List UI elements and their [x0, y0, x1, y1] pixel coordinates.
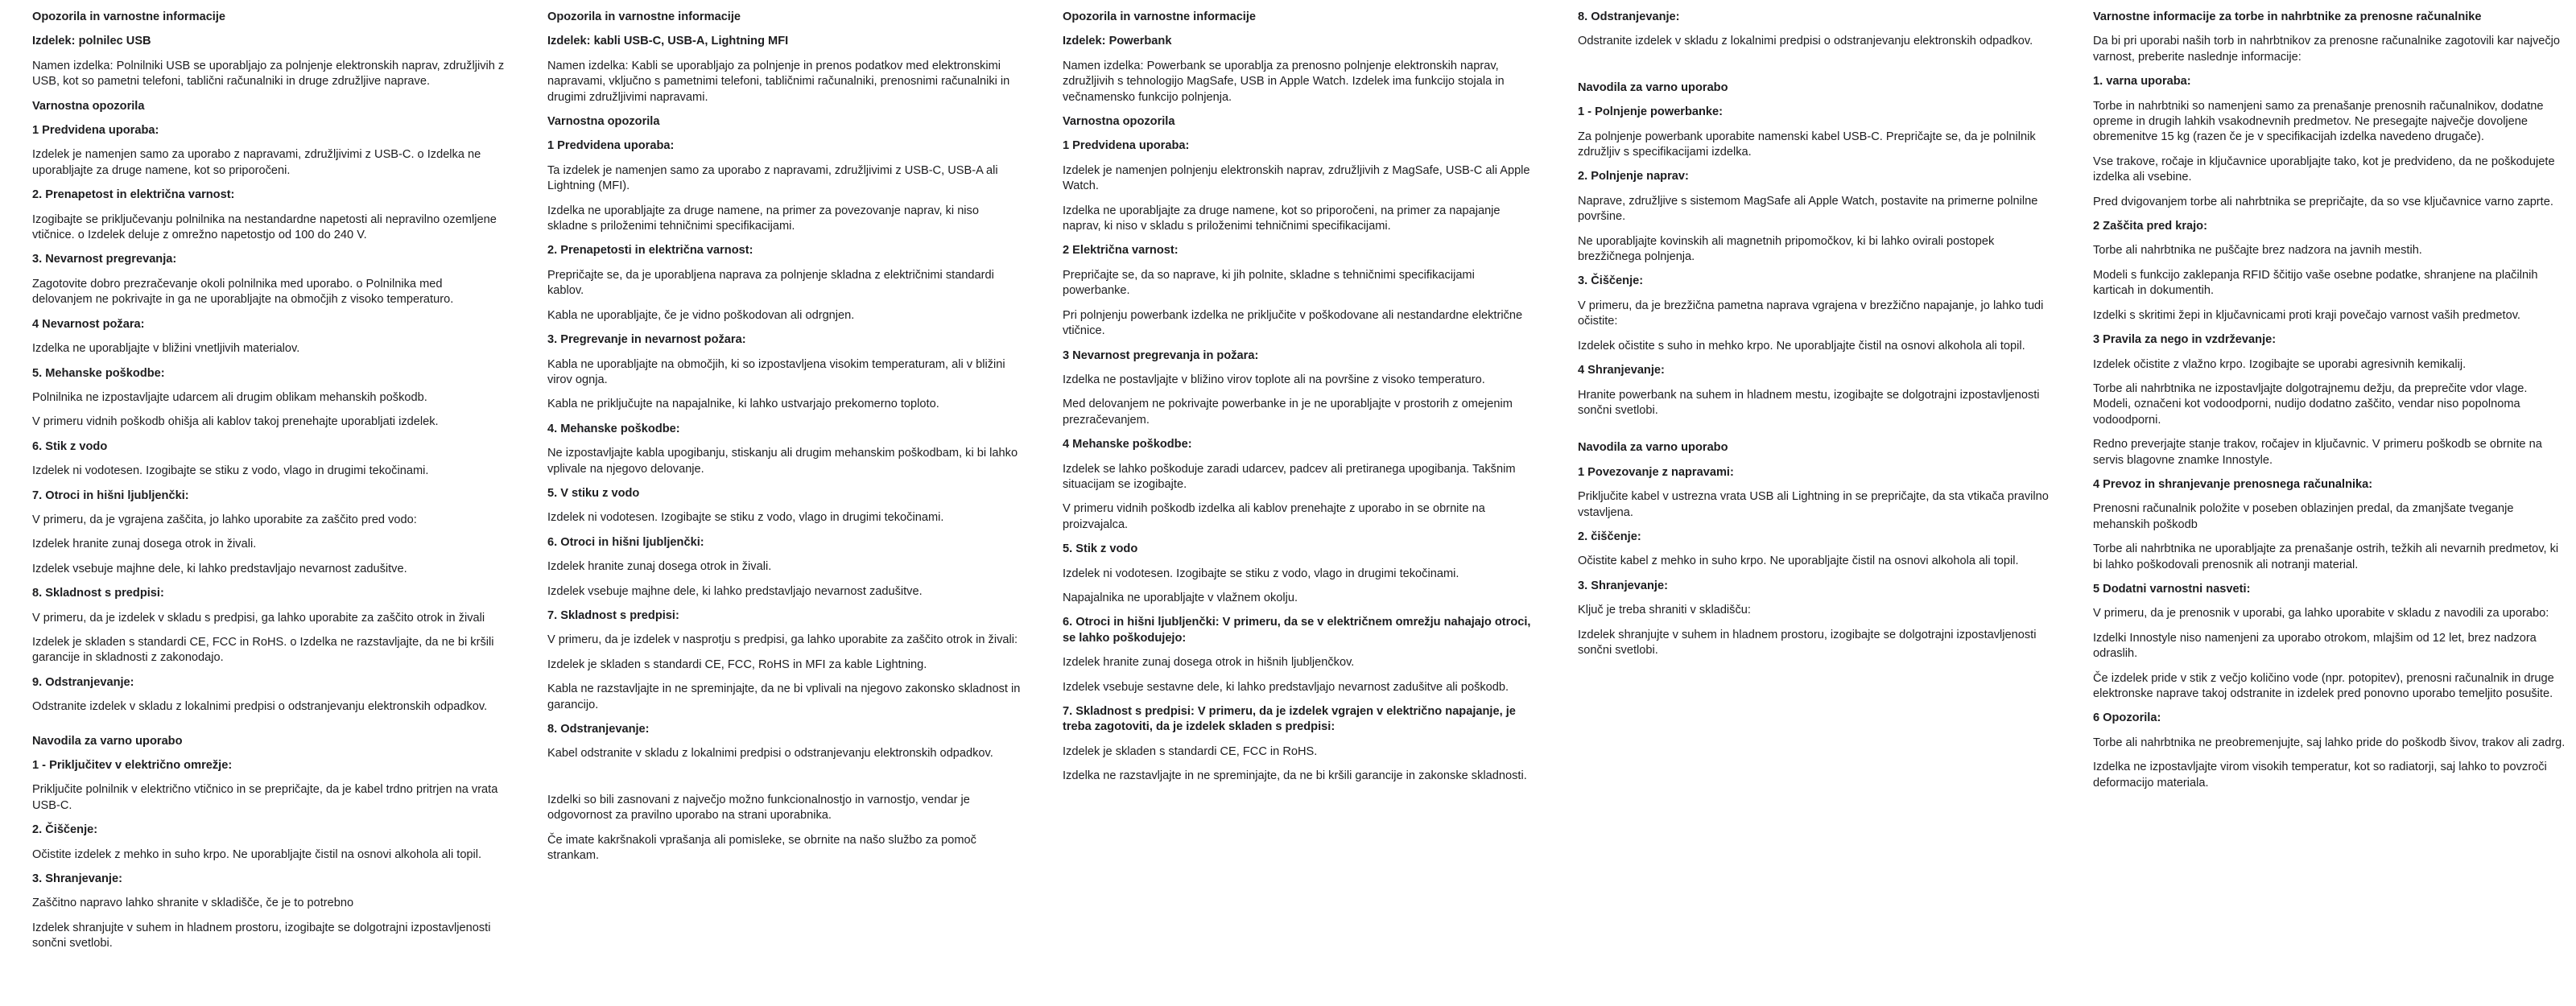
paragraph: Prepričajte se, da so naprave, ki jih polnite, skladne s tehničnimi specifikacijami powerbanke.: [1063, 268, 1475, 298]
section-heading: 3 Nevarnost pregrevanja in požara:: [1063, 348, 1259, 362]
paragraph: Ključ je treba shraniti v skladišču:: [1578, 604, 1751, 617]
section-heading: 6 Opozorila:: [2093, 711, 2161, 725]
section-heading: Izdelek: kabli USB-C, USB-A, Lightning MFI: [547, 35, 789, 48]
section-heading: Navodila za varno uporabo: [1578, 80, 1728, 94]
section-heading: Opozorila in varnostne informacije: [1063, 10, 1257, 23]
paragraph: Izdelka ne uporabljajte za druge namene, na primer za povezovanje naprav, ki niso skladne s priloženimi tehničnimi specifikacijami.: [547, 204, 979, 233]
section-heading: 4. Mehanske poškodbe:: [547, 422, 680, 435]
text-column-usb-charger: [32, 10, 506, 961]
section-heading: 7. Otroci in hišni ljubljenčki:: [32, 489, 189, 502]
paragraph: Vse trakove, ročaje in ključavnice uporabljajte tako, kot je predvideno, da ne poškodujete izdelka ali vsebine.: [2093, 155, 2555, 184]
paragraph: Namen izdelka: Powerbank se uporablja za prenosno polnjenje elektronskih naprav, združljivih s tehnologijo MagSafe, USB in Apple Watch. Izdelek ima funkcijo stojala in večnamensko funkcijo polnjenja.: [1063, 59, 1505, 104]
paragraph: Očistite izdelek z mehko in suho krpo. Ne uporabljajte čistil na osnovi alkohola ali topil.: [32, 847, 482, 861]
section-heading: 1 Povezovanje z napravami:: [1578, 465, 1734, 479]
paragraph: Izdelek očistite s suho in mehko krpo. Ne uporabljajte čistil na osnovi alkohola ali topil.: [1578, 339, 2025, 353]
section-heading: 3. Shranjevanje:: [32, 872, 122, 886]
section-heading: 3. Shranjevanje:: [1578, 579, 1668, 592]
section-heading: Opozorila in varnostne informacije: [32, 10, 226, 23]
section-heading: 2. Prenapetosti in električna varnost:: [547, 244, 753, 258]
section-heading: 1 - Priključitev v električno omrežje:: [32, 759, 233, 772]
paragraph: V primeru, da je brezžična pametna naprava vgrajena v brezžično napajanje, jo lahko tudi očistite:: [1578, 299, 2044, 328]
paragraph: Pri polnjenju powerbank izdelka ne priključite v poškodovane ali nestandardne električne vtičnice.: [1063, 308, 1523, 338]
paragraph: Prenosni računalnik položite v poseben oblazinjen predal, da zmanjšate tveganje mehanskih poškodb: [2093, 502, 2514, 531]
paragraph: V primeru, da je prenosnik v uporabi, ga lahko uporabite v skladu z navodili za uporabo:: [2093, 607, 2549, 621]
paragraph: Zagotovite dobro prezračevanje okoli polnilnika med uporabo. o Polnilnika med delovanjem ne pokrivajte in ga ne uporabljajte na območjih z visoko temperaturo.: [32, 277, 454, 307]
paragraph: Namen izdelka: Polnilniki USB se uporabljajo za polnjenje elektronskih naprav, združljivih z USB, kot so pametni telefoni, tablični računalniki in druge združljive naprave.: [32, 59, 505, 89]
section-heading: 2. Prenapetost in električna varnost:: [32, 188, 235, 202]
paragraph: Če imate kakršnakoli vprašanja ali pomisleke, se obrnite na našo službo za pomoč strankam.: [547, 833, 976, 863]
paragraph: Izdelek je skladen s standardi CE, FCC, RoHS in MFI za kable Lightning.: [547, 658, 927, 671]
paragraph: Izdelka ne uporabljajte za druge namene, kot so priporočeni, na primer za napajanje naprav, ki niso v skladu s priloženimi tehničnimi specifikacijami.: [1063, 204, 1501, 233]
section-heading: 6. Otroci in hišni ljubljenčki: V primeru, da se v električnem omrežju nahajajo otroci, se lahko poškodujejo:: [1063, 616, 1531, 645]
paragraph: Torbe in nahrbtniki so namenjeni samo za prenašanje prenosnih računalnikov, dodatne opreme in drugih lahkih vsakodnevnih predmetov. Ne presegajte največje dovoljene obremenitve 15 kg (razen če je v specifikacijah izdelka navedeno drugače).: [2093, 99, 2544, 144]
paragraph: Priključite kabel v ustrezna vrata USB ali Lightning in se prepričajte, da sta vtikača pravilno vstavljena.: [1578, 490, 2049, 519]
text-column-powerbank-usage: [1578, 10, 2051, 667]
paragraph: Torbe ali nahrbtnika ne izpostavljajte dolgotrajnemu dežju, da preprečite vdor vlage. Modeli, označeni kot vodoodporni, nudijo dodatno zaščito, vendar niso popolnoma vodoodporni.: [2093, 381, 2528, 427]
paragraph: Izdelek se lahko poškoduje zaradi udarcev, padcev ali pretiranega upogibanja. Takšnim situacijam se izogibajte.: [1063, 462, 1516, 491]
paragraph: Izdelek shranjujte v suhem in hladnem prostoru, izogibajte se dolgotrajni izpostavljenosti sončni svetlobi.: [1578, 628, 2037, 657]
paragraph: Izdelek vsebuje sestavne dele, ki lahko predstavljajo nevarnost zadušitve ali poškodb.: [1063, 680, 1509, 694]
paragraph: Kabla ne uporabljajte na območjih, ki so izpostavljena visokim temperaturam, ali v bližini virov ognja.: [547, 357, 1005, 386]
text-column-laptop-bags: [2093, 10, 2566, 800]
paragraph: Izdelek shranjujte v suhem in hladnem prostoru, izogibajte se dolgotrajni izpostavljenosti sončni svetlobi.: [32, 921, 491, 950]
section-heading: 4 Prevoz in shranjevanje prenosnega računalnika:: [2093, 477, 2373, 491]
paragraph: Izdelki Innostyle niso namenjeni za uporabo otrokom, mlajšim od 12 let, brez nadzora odraslih.: [2093, 631, 2537, 661]
spacer: [1578, 59, 2051, 80]
section-heading: 3 Pravila za nego in vzdrževanje:: [2093, 333, 2277, 347]
paragraph: V primeru, da je izdelek v nasprotju s predpisi, ga lahko uporabite za zaščito otrok in živali:: [547, 633, 1018, 647]
section-heading: Varnostna opozorila: [547, 115, 660, 129]
section-heading: 5. Mehanske poškodbe:: [32, 366, 165, 380]
paragraph: Očistite kabel z mehko in suho krpo. Ne uporabljajte čistil na osnovi alkohola ali topil.: [1578, 555, 2019, 568]
section-heading: 2. čiščenje:: [1578, 530, 1641, 543]
paragraph: Polnilnika ne izpostavljajte udarcem ali drugim oblikam mehanskih poškodb.: [32, 390, 427, 404]
paragraph: Izdelka ne izpostavljajte virom visokih temperatur, kot so radiatorji, saj lahko to povzroči deformacijo materiala.: [2093, 761, 2547, 790]
text-column-powerbank: [1063, 10, 1536, 794]
section-heading: 4 Shranjevanje:: [1578, 364, 1665, 377]
paragraph: Odstranite izdelek v skladu z lokalnimi predpisi o odstranjevanju elektronskih odpadkov.: [1578, 35, 2033, 48]
section-heading: 4 Mehanske poškodbe:: [1063, 438, 1192, 451]
spacer: [547, 771, 1021, 793]
section-heading: Navodila za varno uporabo: [32, 734, 183, 748]
paragraph: Izdelka ne razstavljajte in ne spreminjajte, da ne bi kršili garancije in zakonske skladnosti.: [1063, 769, 1527, 783]
section-heading: 2 Električna varnost:: [1063, 244, 1179, 258]
paragraph: Kabel odstranite v skladu z lokalnimi predpisi o odstranjevanju elektronskih odpadkov.: [547, 747, 993, 761]
paragraph: Izdelek je skladen s standardi CE, FCC in RoHS. o Izdelka ne razstavljajte, da ne bi kršili garancije in skladnosti z zakonodajo.: [32, 635, 494, 665]
section-heading: 8. Odstranjevanje:: [547, 723, 650, 736]
paragraph: V primeru vidnih poškodb ohišja ali kablov takoj prenehajte uporabljati izdelek.: [32, 415, 439, 429]
section-heading: 9. Odstranjevanje:: [32, 675, 134, 689]
paragraph: Za polnjenje powerbank uporabite namenski kabel USB-C. Prepričajte se, da je polnilnik združljiv s specifikacijami izdelka.: [1578, 130, 2036, 159]
section-heading: 1 Predvidena uporaba:: [32, 124, 159, 138]
section-heading: Izdelek: Powerbank: [1063, 35, 1172, 48]
paragraph: Kabla ne priključujte na napajalnike, ki lahko ustvarjajo prekomerno toploto.: [547, 398, 939, 411]
paragraph: Prepričajte se, da je uporabljena naprava za polnjenje skladna z električnimi standardi kablov.: [547, 268, 994, 298]
paragraph: Naprave, združljive s sistemom MagSafe ali Apple Watch, postavite na primerne polnilne površine.: [1578, 194, 2038, 224]
spacer: [1578, 427, 2051, 440]
paragraph: Ne izpostavljajte kabla upogibanju, stiskanju ali drugim mehanskim poškodbam, ki bi lahko vplivale na njegovo delovanje.: [547, 447, 1018, 476]
paragraph: Izdelka ne postavljajte v bližino virov toplote ali na površine z visoko temperaturo.: [1063, 373, 1485, 386]
section-heading: 6. Stik z vodo: [32, 439, 108, 453]
section-heading: 3. Pregrevanje in nevarnost požara:: [547, 333, 746, 347]
paragraph: Torbe ali nahrbtnika ne preobremenjujte, saj lahko pride do poškodb šivov, trakov ali zadrg.: [2093, 736, 2566, 749]
paragraph: Modeli s funkcijo zaklepanja RFID ščitijo vaše osebne podatke, shranjene na plačilnih karticah in dokumentih.: [2093, 268, 2538, 298]
paragraph: Zaščitno napravo lahko shranite v skladišče, če je to potrebno: [32, 897, 354, 910]
section-heading: 2 Zaščita pred krajo:: [2093, 220, 2207, 233]
section-heading: 1. varna uporaba:: [2093, 75, 2191, 89]
paragraph: Izdelek hranite zunaj dosega otrok in hišnih ljubljenčkov.: [1063, 656, 1355, 670]
paragraph: Izdelka ne uporabljajte v bližini vnetljivih materialov.: [32, 342, 300, 356]
section-heading: 8. Odstranjevanje:: [1578, 10, 1680, 23]
paragraph: Izogibajte se priključevanju polnilnika na nestandardne napetosti ali nepravilno ozemljene vtičnice. o Izdelek deluje z omrežno napetostjo od 100 do 240 V.: [32, 212, 497, 242]
paragraph: Izdelki s skritimi žepi in ključavnicami proti kraji povečajo varnost vaših predmetov.: [2093, 308, 2520, 322]
paragraph: Odstranite izdelek v skladu z lokalnimi predpisi o odstranjevanju elektronskih odpadkov.: [32, 700, 488, 714]
paragraph: Torbe ali nahrbtnika ne puščajte brez nadzora na javnih mestih.: [2093, 244, 2422, 258]
section-heading: Opozorila in varnostne informacije: [547, 10, 741, 23]
section-heading: 1 Predvidena uporaba:: [1063, 139, 1190, 153]
section-heading: Navodila za varno uporabo: [1578, 441, 1728, 455]
paragraph: V primeru vidnih poškodb izdelka ali kablov prenehajte z uporabo in se obrnite na proizvajalca.: [1063, 502, 1485, 531]
paragraph: Kabla ne razstavljajte in ne spreminjajte, da ne bi vplivali na njegovo zakonsko skladnost in garancijo.: [547, 682, 1021, 711]
paragraph: Izdelek hranite zunaj dosega otrok in živali.: [32, 538, 257, 551]
section-heading: 5. V stiku z vodo: [547, 486, 640, 500]
paragraph: Med delovanjem ne pokrivajte powerbanke in je ne uporabljajte v prostorih z omejenim prezračevanjem.: [1063, 398, 1513, 427]
paragraph: Izdelek ni vodotesen. Izogibajte se stiku z vodo, vlago in drugimi tekočinami.: [32, 464, 429, 478]
paragraph: Izdelek vsebuje majhne dele, ki lahko predstavljajo nevarnost zadušitve.: [32, 562, 407, 575]
paragraph: Ta izdelek je namenjen samo za uporabo z napravami, združljivimi z USB-C, USB-A ali Lightning (MFI).: [547, 163, 998, 193]
section-heading: 5. Stik z vodo: [1063, 542, 1138, 556]
paragraph: Če izdelek pride v stik z večjo količino vode (npr. potopitev), prenosni računalnik in druge elektronske naprave takoj odstranite in izdelek pred ponovno uporabo temeljito posušite.: [2093, 671, 2554, 700]
paragraph: Izdelek očistite z vlažno krpo. Izogibajte se uporabi agresivnih kemikalij.: [2093, 357, 2467, 371]
paragraph: Namen izdelka: Kabli se uporabljajo za polnjenje in prenos podatkov med elektronskimi napravami, vključno s pametnimi telefoni, tabličnimi računalniki, prenosnimi računalniki in drugimi združljivimi napravami.: [547, 59, 1010, 104]
section-heading: 4 Nevarnost požara:: [32, 317, 145, 331]
text-column-cables: [547, 10, 1021, 872]
paragraph: Redno preverjajte stanje trakov, ročajev in ključavnic. V primeru poškodb se obrnite na servis blagovne znamke Innostyle.: [2093, 438, 2542, 467]
paragraph: Izdelki so bili zasnovani z največjo možno funkcionalnostjo in varnostjo, vendar je odgovornost za pravilno uporabo na strani uporabnika.: [547, 793, 970, 823]
section-heading: 8. Skladnost s predpisi:: [32, 587, 164, 600]
section-heading: 2. Polnjenje naprav:: [1578, 170, 1689, 183]
spacer: [32, 724, 506, 734]
section-heading: Varnostna opozorila: [32, 99, 145, 113]
paragraph: Da bi pri uporabi naših torb in nahrbtnikov za prenosne računalnike zagotovili kar največjo varnost, preberite naslednje informacije:: [2093, 35, 2561, 64]
paragraph: V primeru, da je izdelek v skladu s predpisi, ga lahko uporabite za zaščito otrok in živali: [32, 611, 485, 625]
section-heading: 3. Čiščenje:: [1578, 274, 1644, 288]
section-heading: 2. Čiščenje:: [32, 823, 98, 837]
paragraph: Pred dvigovanjem torbe ali nahrbtnika se prepričajte, da so vse ključavnice varno zaprte.: [2093, 195, 2553, 208]
section-heading: 5 Dodatni varnostni nasveti:: [2093, 582, 2251, 596]
paragraph: Izdelek ni vodotesen. Izogibajte se stiku z vodo, vlago in drugimi tekočinami.: [1063, 567, 1459, 580]
section-heading: Varnostna opozorila: [1063, 115, 1175, 129]
paragraph: Torbe ali nahrbtnika ne uporabljajte za prenašanje ostrih, težkih ali nevarnih predmetov, ki bi lahko poškodovali prenosnik ali notranji material.: [2093, 542, 2559, 571]
section-heading: 3. Nevarnost pregrevanja:: [32, 253, 177, 266]
section-heading: 7. Skladnost s predpisi: V primeru, da je izdelek vgrajen v električno napajanje, je treba zagotoviti, da je izdelek skladen s predpisi:: [1063, 705, 1516, 734]
paragraph: Ne uporabljajte kovinskih ali magnetnih pripomočkov, ki bi lahko ovirali postopek brezžičnega polnjenja.: [1578, 234, 1995, 264]
section-heading: Izdelek: polnilec USB: [32, 35, 151, 48]
paragraph: Kabla ne uporabljajte, če je vidno poškodovan ali odrgnjen.: [547, 308, 855, 322]
section-heading: 1 Predvidena uporaba:: [547, 139, 675, 153]
section-heading: 1 - Polnjenje powerbanke:: [1578, 105, 1724, 119]
paragraph: Hranite powerbank na suhem in hladnem mestu, izogibajte se dolgotrajni izpostavljenosti sončni svetlobi.: [1578, 388, 2040, 417]
section-heading: 7. Skladnost s predpisi:: [547, 608, 679, 622]
paragraph: V primeru, da je vgrajena zaščita, jo lahko uporabite za zaščito pred vodo:: [32, 513, 417, 526]
paragraph: Napajalnika ne uporabljajte v vlažnem okolju.: [1063, 591, 1298, 604]
paragraph: Izdelek vsebuje majhne dele, ki lahko predstavljajo nevarnost zadušitve.: [547, 584, 923, 598]
paragraph: Izdelek je skladen s standardi CE, FCC in RoHS.: [1063, 744, 1318, 758]
section-heading: 6. Otroci in hišni ljubljenčki:: [547, 535, 704, 549]
paragraph: Izdelek ni vodotesen. Izogibajte se stiku z vodo, vlago in drugimi tekočinami.: [547, 511, 944, 525]
paragraph: Izdelek je namenjen samo za uporabo z napravami, združljivimi z USB-C. o Izdelka ne uporabljajte za druge namene, kot so priporočeni.: [32, 148, 481, 177]
paragraph: Izdelek je namenjen polnjenju elektronskih naprav, združljivih z MagSafe, USB-C ali Apple Watch.: [1063, 163, 1530, 193]
section-heading: Varnostne informacije za torbe in nahrbtnike za prenosne računalnike: [2093, 10, 2482, 23]
paragraph: Priključite polnilnik v električno vtičnico in se prepričajte, da je kabel trdno pritrjen na vrata USB-C.: [32, 783, 498, 812]
paragraph: Izdelek hranite zunaj dosega otrok in živali.: [547, 560, 772, 574]
